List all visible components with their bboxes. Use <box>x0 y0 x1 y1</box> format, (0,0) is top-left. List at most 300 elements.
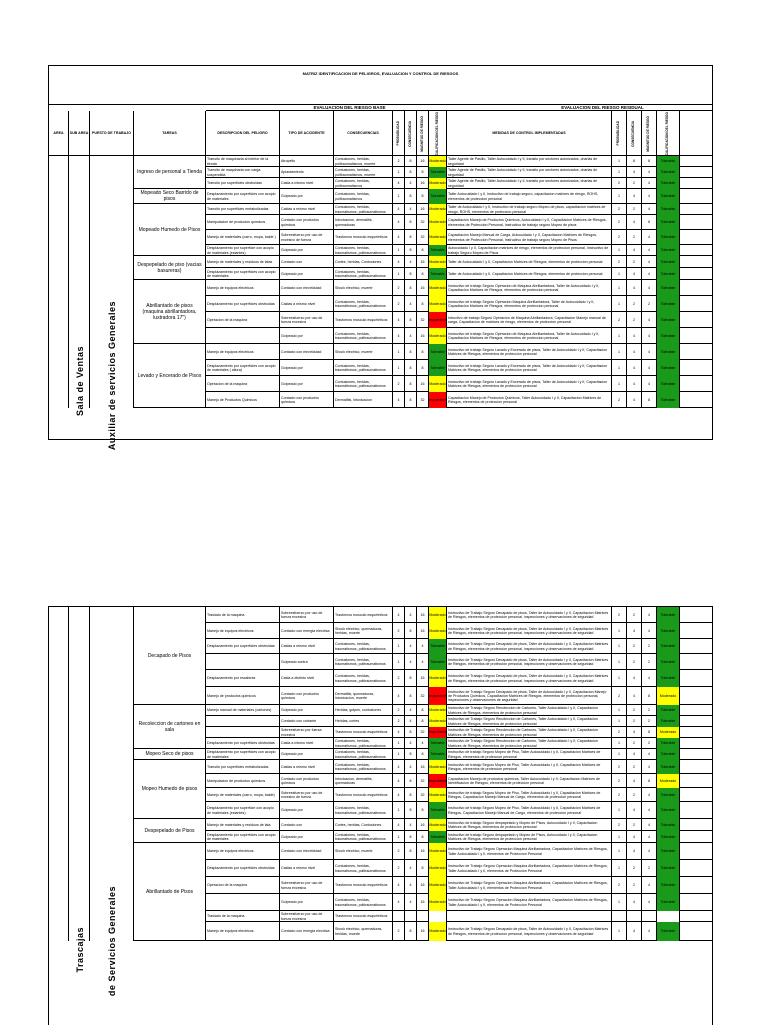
magnitud-residual-value <box>642 911 657 922</box>
consecuencia-residual-value: 4 <box>627 189 642 204</box>
magnitud-residual-value: 8 <box>642 774 657 788</box>
task-cell <box>134 256 206 280</box>
calificacion-badge: Moderado <box>429 843 447 860</box>
table-row <box>206 639 712 654</box>
consecuencias-cell: Cortes, heridas, Contusiones <box>334 819 393 831</box>
consecuencia-residual-value: 4 <box>627 843 642 860</box>
consecuencia-residual-value: 2 <box>627 312 642 328</box>
consecuencia-value: 4 <box>405 819 417 831</box>
peligro-cell: Desplazamiento por superficies obstruidas <box>206 738 280 749</box>
probabilidad-residual-value: 2 <box>612 819 627 831</box>
consecuencias-cell: Trastornos musculo esqueleticos <box>334 877 393 894</box>
magnitud-value: 8 <box>417 167 429 178</box>
magnitud-value: 32 <box>417 215 429 230</box>
medidas-cell: Instructivo de trabajo Seguro despapelado y Mopeo de Pisos, Autocuidado I y II, Capacitacion Matrices de Riesgos, elementos de proteccion personal <box>447 831 612 843</box>
medidas-cell: Intructivo de trabajo Seguro Operacion de Maquina Abrillantadora, Capacitacion Manejo manual de carga, Capacitacion de matrices de riesgo, elementos de proteccion personal <box>447 312 612 328</box>
consecuencia-residual-value: 4 <box>627 774 642 788</box>
medidas-cell: Taller Agente de Pasillo, Taller Autocuidado I y II, transito por sectores autorizados, charlas de seguridad <box>447 167 612 178</box>
medidas-cell: Taller Agente de Pasillo, Taller Autocuidado I y II, transito por sectores autorizados, charlas de seguridad <box>447 156 612 167</box>
magnitud-value: 8 <box>417 749 429 760</box>
consecuencia-residual-value: 4 <box>627 344 642 360</box>
consecuencias-cell: Contusiones, heridas, traumatismos, politraumatismos <box>334 670 393 687</box>
probabilidad-value: 4 <box>393 727 405 738</box>
table-row <box>206 215 712 230</box>
magnitud-residual-value: 8 <box>642 727 657 738</box>
calificacion-residual-badge: Tolerable <box>657 831 680 843</box>
task-name: Ingreso de personal a Tienda <box>137 169 202 175</box>
consecuencia-value: 8 <box>405 788 417 802</box>
peligro-cell <box>206 716 280 727</box>
accidente-cell: Sobreesfuerzo por uso de fuerza excesiva <box>280 911 334 922</box>
consecuencias-cell: Heridas, cortes <box>334 716 393 727</box>
calificacion-header-cell <box>429 111 447 156</box>
probabilidad-header: PROBABILIDAD <box>395 121 400 146</box>
magnitud-value: 8 <box>417 344 429 360</box>
calificacion-residual-badge: Tolerable <box>657 215 680 230</box>
probabilidad-value: 4 <box>393 788 405 802</box>
task-name: Abrillantado de pisos (maquina abrillantadora, lustradora 17") <box>142 302 197 321</box>
probabilidad-value: 2 <box>393 296 405 312</box>
probabilidad-residual-value: 1 <box>612 156 627 167</box>
consecuencias-cell: Contusiones, heridas, traumatismos, politraumatismos <box>334 802 393 819</box>
magnitud-header-cell <box>417 111 429 156</box>
peligro-cell: Manejo de productos quimicos <box>206 687 280 705</box>
magnitud-value: 8 <box>417 860 429 877</box>
area-label: Trascajas <box>74 926 85 973</box>
consecuencia-value: 8 <box>405 268 417 280</box>
consecuencia-residual-value: 2 <box>627 860 642 877</box>
accidente-cell: Contacto con productos quimicos <box>280 774 334 788</box>
probabilidad-residual-value: 1 <box>612 360 627 376</box>
task-name: Abrillantado de Pisos <box>146 888 193 895</box>
consecuencias-header: CONSECUENCIAS <box>347 131 379 136</box>
medidas-cell: Instructivo de Trabajo Seguro Operacion Maquina Abrillantadora, Capacitacion Matrices de Riesgos, Taller Autocuidado I y II, elementos de Proteccion Personal <box>447 877 612 894</box>
area-label-wrap <box>69 877 90 1022</box>
probabilidad-value: 2 <box>393 843 405 860</box>
probabilidad-value: 1 <box>393 245 405 256</box>
probabilidad-value: 4 <box>393 178 405 189</box>
consecuencia-value: 8 <box>405 843 417 860</box>
calificacion-badge: Importante <box>429 727 447 738</box>
calificacion-badge: Moderado <box>429 296 447 312</box>
consecuencia-header-cell <box>405 111 417 156</box>
accidente-cell: Contacto con productos quimicos <box>280 392 334 408</box>
calificacion-residual-badge: Tolerable <box>657 376 680 392</box>
accidente-cell: Contacto con electricidad <box>280 280 334 296</box>
calificacion-badge: Tolerable <box>429 749 447 760</box>
peligro-cell: Operacion de la maquina <box>206 877 280 894</box>
puesto-label-wrap <box>90 857 134 1025</box>
magnitud-residual-value: 8 <box>642 215 657 230</box>
magnitud-residual-value: 4 <box>642 360 657 376</box>
calificacion-residual-badge: Tolerable <box>657 639 680 654</box>
accidente-cell: Caidas a mismo nivel <box>280 639 334 654</box>
magnitud-residual-value: 4 <box>642 894 657 911</box>
task-name: Mopeado Humedo de Pisos <box>138 226 201 233</box>
probabilidad-residual-value: 2 <box>612 178 627 189</box>
magnitud-value: 16 <box>417 607 429 623</box>
calificacion-residual-badge: Tolerable <box>657 344 680 360</box>
task-cell <box>134 344 206 408</box>
consecuencias-cell: Contusiones, heridas, politraumatismos <box>334 178 393 189</box>
accidente-cell: Caidas a mismo nivel <box>280 860 334 877</box>
consecuencia-value: 8 <box>405 623 417 639</box>
consecuencia-value: 8 <box>405 156 417 167</box>
consecuencia-residual-value: 2 <box>627 607 642 623</box>
accidente-cell: Contacto con productos quimicos <box>280 687 334 705</box>
peligro-cell: Manejo manual de materiales (cartones) <box>206 705 280 716</box>
magnitud-value: 32 <box>417 230 429 245</box>
calificacion-residual-badge: Tolerable <box>657 178 680 189</box>
calificacion-badge: Moderado <box>429 860 447 877</box>
task-name: Mopeo Humedo de pisos <box>141 786 198 792</box>
medidas-cell: Instructivo de Trabajo Seguro Decapado de pisos, Taller de Autocuidado I y II, Capacitacion Matrices de Riesgos, elementos de proteccion personal, inspecciones y observaciones de seguridad <box>447 922 612 941</box>
peligro-cell: Manipulacion de productos quimicos <box>206 774 280 788</box>
magnitud-value: 8 <box>417 268 429 280</box>
calificacion-residual-badge: Tolerable <box>657 788 680 802</box>
probabilidad-residual-value: 1 <box>612 749 627 760</box>
calificacion-residual-badge: Tolerable <box>657 392 680 408</box>
accidente-cell: Aplastamiento <box>280 167 334 178</box>
magnitud-value: 8 <box>417 189 429 204</box>
peligro-cell: Desplazamiento por superficies con acopio de materiales <box>206 749 280 760</box>
consecuencias-cell: Contusiones, heridas, traumatismos, politraumatismos <box>334 654 393 670</box>
consecuencia-value: 8 <box>405 774 417 788</box>
probabilidad-residual-value: 1 <box>612 716 627 727</box>
consecuencias-cell: Trastornos musculo esqueleticos <box>334 911 393 922</box>
medidas-cell: Taller Autocuidado I y II, Instructivo de trabajo seguro, capacitacion matrices de riesgo, ROHS, elementos de proteccion personal <box>447 189 612 204</box>
peligro-cell: Desplazamiento por superficies obstruidas <box>206 639 280 654</box>
accidente-cell: Golpeado contra <box>280 654 334 670</box>
consecuencia-residual-value: 4 <box>627 268 642 280</box>
consecuencias-cell: Contusiones, heridas, traumatismos, politraumatismos <box>334 268 393 280</box>
medidas-cell: Instructivo de trabajo Seguro Lavado y Encerado de pisos, Taller de Autocuidado I y II, Capacitacion Matrices de Riesgos, elementos de proteccion personal <box>447 344 612 360</box>
table-row <box>206 392 712 408</box>
calificacion-residual-badge: Tolerable <box>657 760 680 774</box>
consecuencias-cell: Contusiones, heridas, traumatismos, politraumatismos <box>334 749 393 760</box>
accidente-cell: Sobreesfuerzo por fuerza excesiva <box>280 727 334 738</box>
consecuencias-cell: Contusiones, heridas, traumatismos, politraumatismos <box>334 245 393 256</box>
matrix-page-1 <box>48 65 713 451</box>
table-row <box>206 268 712 280</box>
consecuencia-residual-value: 4 <box>627 894 642 911</box>
consecuencia-value: 8 <box>405 280 417 296</box>
consecuencia-value: 4 <box>405 716 417 727</box>
probabilidad-value: 2 <box>393 376 405 392</box>
magnitud-residual-value: 4 <box>642 607 657 623</box>
medidas-cell: Instructivo de Trabajo Seguro Operacion Maquina Abrillantadora, Capacitacion Matrices de Riesgos, Taller Autocuidado I y II, elementos de Proteccion Personal <box>447 843 612 860</box>
accidente-cell: Golpeado por <box>280 831 334 843</box>
consecuencias-cell: Contusiones, heridas, traumatismos, politraumatismos <box>334 296 393 312</box>
probabilidad-value: 1 <box>393 831 405 843</box>
medidas-cell: Instructivo de trabajo Seguro Mopeo de Piso, Taller Autocuidado I y II, Capacitacion Matrices de Riesgos, Capacitacion Manejo Manual de Cargo, elementos de proteccion personal <box>447 788 612 802</box>
probabilidad-value: 1 <box>393 738 405 749</box>
calificacion-residual-badge: Tolerable <box>657 654 680 670</box>
magnitud-value: 16 <box>417 670 429 687</box>
consecuencias-cell: Contusiones, heridas, traumatismos, politraumatismos <box>334 738 393 749</box>
table-row <box>206 843 712 860</box>
magnitud-residual-value: 4 <box>642 268 657 280</box>
accidente-cell: Golpeado por <box>280 749 334 760</box>
consecuencia-value: 8 <box>405 687 417 705</box>
consecuencia-value: 4 <box>405 178 417 189</box>
table-row <box>206 860 712 877</box>
calificacion-badge: Moderado <box>429 376 447 392</box>
magnitud-value <box>417 911 429 922</box>
table-row <box>206 156 712 167</box>
medidas-cell: Capacitacion Manejo Manual de Carga, Autocuidado I y II, Capacitacion Matrices de Riesgos, elementos de Proteccion Personal, Instructivo de trabajo seguro Mopeo de Pisos <box>447 230 612 245</box>
consecuencia-value: 8 <box>405 312 417 328</box>
magnitud-residual-header: MAGNITUD DE RIESGO <box>646 115 651 152</box>
consecuencia-residual-value: 4 <box>627 280 642 296</box>
probabilidad-residual-value: 1 <box>612 843 627 860</box>
magnitud-value: 16 <box>417 760 429 774</box>
calificacion-badge: Moderado <box>429 623 447 639</box>
magnitud-value: 32 <box>417 727 429 738</box>
peligro-cell <box>206 328 280 344</box>
probabilidad-residual-value: 1 <box>612 623 627 639</box>
consecuencias-cell: Contusiones, heridas, traumatismos, politraumatismos <box>334 760 393 774</box>
magnitud-residual-header-cell <box>642 111 657 156</box>
calificacion-badge: Moderado <box>429 215 447 230</box>
magnitud-residual-value: 4 <box>642 189 657 204</box>
peligro-header: DESCRIPCION DEL PELIGRO <box>217 131 268 136</box>
consecuencia-value: 4 <box>405 705 417 716</box>
table-row <box>206 760 712 774</box>
peligro-header-cell <box>206 111 280 156</box>
puesto-label-wrap <box>90 301 134 451</box>
magnitud-residual-value: 4 <box>642 802 657 819</box>
magnitud-value: 16 <box>417 922 429 941</box>
probabilidad-residual-value: 2 <box>612 774 627 788</box>
table-row <box>206 328 712 344</box>
consecuencia-residual-value: 4 <box>627 167 642 178</box>
consecuencias-cell: Shock electrico, muerte <box>334 280 393 296</box>
consecuencia-residual-value: 4 <box>627 687 642 705</box>
accidente-cell: Golpeado por <box>280 328 334 344</box>
magnitud-residual-value: 4 <box>642 670 657 687</box>
consecuencia-residual-value: 2 <box>627 877 642 894</box>
medidas-cell: Autocuidado I y II, Capacitacion matrices de riesgo, elementos de proteccion personal, Instructivo de trabajo Seguro Mopeo de Pisos <box>447 245 612 256</box>
accidente-cell: Golpeado por <box>280 360 334 376</box>
magnitud-value: 16 <box>417 877 429 894</box>
medidas-cell: Instructivo de trabajo Seguro Operacion de Maquina Abrillantadora, Taller de Autocuidado I y II, Capacitacion Matrices de Riesgos, elementos de proteccion personal <box>447 280 612 296</box>
magnitud-residual-value: 4 <box>642 843 657 860</box>
calificacion-badge: Tolerable <box>429 802 447 819</box>
accidente-cell: Golpeado por <box>280 268 334 280</box>
consecuencia-residual-value: 2 <box>627 716 642 727</box>
calificacion-badge: Tolerable <box>429 189 447 204</box>
probabilidad-value: 4 <box>393 877 405 894</box>
peligro-cell: Desplazamiento por superficies con acopio de materiales <box>206 189 280 204</box>
calificacion-badge: Tolerable <box>429 268 447 280</box>
magnitud-residual-value: 2 <box>642 716 657 727</box>
table-row <box>206 802 712 819</box>
calificacion-residual-badge: Tolerable <box>657 894 680 911</box>
consecuencia-value: 8 <box>405 727 417 738</box>
calificacion-residual-badge: Tolerable <box>657 860 680 877</box>
accidente-cell: Caidas a mismo nivel <box>280 204 334 215</box>
consecuencias-cell: Trastornos musculo esqueleticos <box>334 727 393 738</box>
calificacion-residual-badge: Tolerable <box>657 268 680 280</box>
area-column <box>49 607 69 941</box>
consecuencias-cell: Contusiones, heridas, traumatismos, politraumatismos <box>334 328 393 344</box>
accidente-cell: Caidas a mismo nivel <box>280 760 334 774</box>
accidente-cell: Sobreesfuerzo por uso de excesivo de fuerza <box>280 230 334 245</box>
magnitud-value: 32 <box>417 392 429 408</box>
magnitud-residual-value: 4 <box>642 831 657 843</box>
accidente-cell: Caidas a mismo nivel <box>280 296 334 312</box>
medidas-cell: Instructivo de trabajo Seguro Mopeo de Piso, Taller Autocuidado I y II, Capacitacion Matrices de Riesgos, elementos de proteccion personal <box>447 749 612 760</box>
magnitud-value: 8 <box>417 705 429 716</box>
consecuencias-cell: Dermatitis, quemaduras, intoxicacion, muerte <box>334 687 393 705</box>
probabilidad-residual-value: 1 <box>612 376 627 392</box>
probabilidad-residual-value: 1 <box>612 670 627 687</box>
probabilidad-residual-value: 2 <box>612 215 627 230</box>
consecuencia-value: 8 <box>405 215 417 230</box>
consecuencia-value: 8 <box>405 392 417 408</box>
probabilidad-value: 1 <box>393 802 405 819</box>
calificacion-residual-badge: Tolerable <box>657 328 680 344</box>
consecuencias-cell: Shock electrico, muerte <box>334 344 393 360</box>
consecuencias-cell: Contusiones, heridas, politraumatismos <box>334 189 393 204</box>
peligro-cell: Desplazamiento por superficie con acopio de materiales (estantes) <box>206 802 280 819</box>
probabilidad-value: 4 <box>393 687 405 705</box>
peligro-cell: Desplazamiento por superficies con acopio de materiales <box>206 831 280 843</box>
consecuencia-value: 4 <box>405 607 417 623</box>
calificacion-residual-header: CALIFICACION DEL RIESGO <box>665 111 670 156</box>
peligro-cell: Transito de maquinaria con carga suspendida <box>206 167 280 178</box>
magnitud-value: 16 <box>417 376 429 392</box>
consecuencias-cell: Contusiones, heridas, traumatismos, politraumatismos <box>334 894 393 911</box>
magnitud-residual-value: 4 <box>642 376 657 392</box>
calificacion-residual-badge: Moderado <box>657 687 680 705</box>
consecuencia-residual-value: 4 <box>627 360 642 376</box>
peligro-cell: Desplazamiento por superficies con acopio de materiales <box>206 268 280 280</box>
probabilidad-value: 2 <box>393 705 405 716</box>
consecuencias-cell: Contusiones, heridas, politraumatismos, muerte <box>334 156 393 167</box>
table-row <box>206 831 712 843</box>
calificacion-residual-badge: Tolerable <box>657 189 680 204</box>
consecuencia-residual-value: 2 <box>627 819 642 831</box>
accidente-cell: Golpeado por <box>280 802 334 819</box>
medidas-header: MEDIDAS DE CONTROL IMPLEMENTADAS <box>492 131 566 136</box>
consecuencias-cell: Contusiones, heridas, traumatismos, politraumatismos <box>334 204 393 215</box>
calificacion-badge: Moderado <box>429 788 447 802</box>
calificacion-header: CALIFICACION DEL RIESGO <box>434 111 439 156</box>
calificacion-badge: Moderado <box>429 922 447 941</box>
magnitud-residual-value: 4 <box>642 230 657 245</box>
medidas-cell: Capacitacion Manejo de productos quimicos, Taller Autocuidado I y II, Capacitacion Matrices de Identificacion de Riesgos, elementos de proteccion personal <box>447 774 612 788</box>
puesto-header-cell <box>90 111 134 156</box>
consecuencias-cell: Intoxicacion, dermatitis, quemaduras <box>334 774 393 788</box>
consecuencia-value: 4 <box>405 256 417 268</box>
magnitud-residual-value: 2 <box>642 296 657 312</box>
probabilidad-value: 2 <box>393 623 405 639</box>
consecuencias-cell: Contusiones, heridas, traumatismos, politraumatismos <box>334 360 393 376</box>
calificacion-residual-badge: Tolerable <box>657 280 680 296</box>
accidente-cell: Caida a distinto nivel <box>280 670 334 687</box>
probabilidad-value: 1 <box>393 167 405 178</box>
consecuencia-residual-value: 2 <box>627 738 642 749</box>
probabilidad-value: 4 <box>393 774 405 788</box>
task-cell <box>134 749 206 760</box>
title-divider <box>49 104 712 105</box>
consecuencia-residual-header: CONSECUENCIA <box>631 120 636 147</box>
peligro-cell: Manejo de equipos electricos <box>206 843 280 860</box>
calificacion-residual-badge: Tolerable <box>657 312 680 328</box>
magnitud-value: 4 <box>417 738 429 749</box>
consecuencia-residual-value: 2 <box>627 705 642 716</box>
magnitud-value: 32 <box>417 788 429 802</box>
accidente-cell: Caida a mismo nivel <box>280 738 334 749</box>
medidas-cell: Instructivo de trabajo Seguro Lavado y Encerado de pisos, Taller de Autocuidado I y II, Capacitacion Matrices de Riesgos, elementos de proteccion personal <box>447 360 612 376</box>
accidente-cell: Sobreesfuerzo por uso de fuerza excesiva <box>280 312 334 328</box>
calificacion-badge: Moderado <box>429 819 447 831</box>
task-name: Mopeo Seco de pisos <box>145 751 194 757</box>
task-name: Mopeado Seco Barrido de pisos <box>140 190 199 202</box>
magnitud-value: 16 <box>417 623 429 639</box>
probabilidad-residual-value: 2 <box>612 607 627 623</box>
consecuencias-cell: Contusiones, heridas, traumatismos, politraumatismos <box>334 860 393 877</box>
medidas-cell: Taller de Autocuidado I y II, Capacitacion Matrices de Riesgos, elementos de proteccion personal <box>447 256 612 268</box>
calificacion-residual-badge: Tolerable <box>657 738 680 749</box>
magnitud-residual-value: 2 <box>642 860 657 877</box>
magnitud-value: 8 <box>417 296 429 312</box>
magnitud-residual-value: 4 <box>642 245 657 256</box>
magnitud-residual-value: 4 <box>642 760 657 774</box>
probabilidad-residual-value: 1 <box>612 344 627 360</box>
consecuencia-residual-value: 2 <box>627 230 642 245</box>
puesto-label: Auxiliar de servicios Generales <box>107 301 117 451</box>
calificacion-badge: Moderado <box>429 877 447 894</box>
calificacion-residual-badge: Moderado <box>657 727 680 738</box>
probabilidad-residual-value: 1 <box>612 189 627 204</box>
probabilidad-residual-value: 2 <box>612 788 627 802</box>
probabilidad-value: 2 <box>393 280 405 296</box>
consecuencia-residual-value <box>627 911 642 922</box>
peligro-cell: Manejo de Productos Quimicos <box>206 392 280 408</box>
calificacion-residual-badge: Tolerable <box>657 360 680 376</box>
calificacion-badge: Moderado <box>429 894 447 911</box>
magnitud-residual-value: 8 <box>642 392 657 408</box>
table-row <box>206 716 712 727</box>
table-row <box>206 819 712 831</box>
consecuencias-cell: Trastornos musculo esqueleticos <box>334 312 393 328</box>
calificacion-residual-badge: Tolerable <box>657 749 680 760</box>
calificacion-residual-badge: Tolerable <box>657 716 680 727</box>
task-cell <box>134 189 206 204</box>
medidas-cell: Taller Agente de Pasillo, Taller Autocuidado I y II, transito por sectores autorizados, charlas de seguridad <box>447 178 612 189</box>
consecuencia-residual-value: 4 <box>627 245 642 256</box>
probabilidad-residual-value <box>612 911 627 922</box>
consecuencia-residual-value: 4 <box>627 831 642 843</box>
peligro-cell: Operacion de la maquina <box>206 312 280 328</box>
consecuencia-residual-value: 2 <box>627 178 642 189</box>
magnitud-value: 32 <box>417 774 429 788</box>
table-row <box>206 607 712 623</box>
peligro-cell: Manipulacion de productos quimicos <box>206 215 280 230</box>
task-name: Despepelado de Pisos <box>144 827 195 834</box>
accidente-cell: Golpeado por <box>280 245 334 256</box>
probabilidad-value: 4 <box>393 204 405 215</box>
magnitud-value: 16 <box>417 204 429 215</box>
magnitud-value: 16 <box>417 156 429 167</box>
medidas-cell: Instructivo de Trabajo Seguro Decapado de pisos, Taller de Autocuidado I y II, Capacitacion Matrices de Riesgos, elementos de proteccion personal, inspecciones y observaciones de seguridad <box>447 654 612 670</box>
magnitud-value: 16 <box>417 894 429 911</box>
table-row <box>206 623 712 639</box>
consecuencia-value: 8 <box>405 802 417 819</box>
